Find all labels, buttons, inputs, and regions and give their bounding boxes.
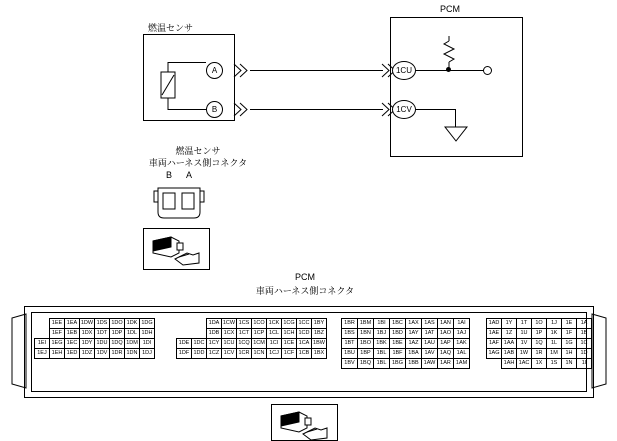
connector-pin-cell: 1BG [390,359,406,369]
connector-pin-cell: 1AB [502,349,517,359]
connector-pin-cell: 1AU [422,339,438,349]
connector-pin-cell: 1CA [297,339,312,349]
connector-pin-cell: 1DF [177,349,192,359]
connector-pin-cell: 1BK [374,339,390,349]
connector-pin-spacer [177,319,192,329]
connector-pin-cell: 1CC [297,319,312,329]
connector-pin-row [35,339,155,349]
connector-pin-cell: 1DY [80,339,95,349]
connector-pin-row [342,339,470,349]
block-4-body [487,319,592,369]
connector-pin-cell: 1DO [110,319,125,329]
connector-pin-cell: 1BI [374,319,390,329]
connector-pin-cell: 1CW [222,319,237,329]
connector-pin-cell: 1DS [95,319,110,329]
connector-pin-cell: 1BZ [312,329,327,339]
sensor-pin-a-label: A [211,66,218,75]
connector-pin-cell: 1BL [374,349,390,359]
connector-pin-cell: 1CD [297,329,312,339]
connector-pin-row [487,359,592,369]
connector-pin-cell: 1AD [487,319,502,329]
connector-pin-row [35,329,155,339]
pcm-pin-1cu-label: 1CU [395,66,412,75]
connector-pin-cell: 1BB [406,359,422,369]
connector-pin-cell: 1DV [95,349,110,359]
connector-pin-cell: 1ED [65,349,80,359]
connector-pin-cell: 1DT [95,329,110,339]
connector-plug-hand-icon-2 [277,408,333,440]
connector-block-1-table [34,318,155,359]
connector-pin-cell: 1CH [282,329,297,339]
connector-pin-cell: 1BS [342,329,358,339]
connector-pin-spacer [177,329,192,339]
connector-pin-cell: 1AG [487,349,502,359]
connector-pin-cell: 1X [532,359,547,369]
connector-chevrons-sensor-b [232,101,250,118]
sensor-connector-title-1: 燃温センサ [175,146,221,156]
connector-pin-cell: 1DM [125,339,140,349]
connector-pin-cell: 1CG [282,319,297,329]
connector-pin-cell: 1DG [140,319,155,329]
connector-block-4 [486,318,592,369]
connector-pin-cell: 1DJ [140,349,155,359]
connector-pin-cell: 1BA [406,349,422,359]
connector-pin-cell: 1BP [358,349,374,359]
connector-chevrons-sensor-a [232,62,250,79]
connector-pin-cell: 1BT [342,339,358,349]
connector-pin-cell: 1DL [125,329,140,339]
connector-pin-cell: 1CS [237,319,252,329]
connector-pin-row [177,329,327,339]
connector-pin-cell: 1CB [297,349,312,359]
connector-pin-cell: 1AS [422,319,438,329]
connector-pin-cell: 1AN [438,319,454,329]
connector-pin-cell: 1CQ [237,339,252,349]
connector-pin-cell: 1Y [502,319,517,329]
connector-pin-spacer [35,329,50,339]
pcm-connector-title-1: PCM [295,272,315,282]
connector-pin-cell: 1CX [222,329,237,339]
connector-pin-row [177,349,327,359]
ground-symbol [444,126,468,142]
connector-pin-row [487,319,592,329]
connector-pin-cell: 1EJ [35,349,50,359]
connector-pin-cell: 1AX [406,319,422,329]
connector-pin-cell: 1BC [390,319,406,329]
sensor-connector-pin-a-label: A [186,170,193,180]
connector-pin-cell: 1AZ [406,339,422,349]
connector-pin-cell: 1EG [50,339,65,349]
connector-pin-cell: 1EI [35,339,50,349]
connector-pin-cell: 1BO [358,339,374,349]
connector-pin-row [177,319,327,329]
pcm-pin-1cv [392,100,416,119]
sensor-pin-b [206,101,223,118]
sensor-connector-drawing [152,182,206,222]
connector-pin-cell: 1L [547,339,562,349]
connector-pin-cell: 1U [517,329,532,339]
sensor-title-label: 燃温センサ [148,23,194,33]
connector-block-1 [34,318,155,359]
pcm-pin-1cv-label: 1CV [396,105,412,114]
sensor-pin-b-label: B [211,105,218,114]
connector-pin-row [342,349,470,359]
connector-pin-cell: 1A [577,319,592,329]
connector-pin-cell: 1Q [532,339,547,349]
connector-pin-cell: 1BM [358,319,374,329]
wire-sensor-b-to-pcm [250,109,383,110]
connector-pin-cell: 1CM [252,339,267,349]
connector-pin-cell: 1R [532,349,547,359]
connector-pin-cell: 1CI [267,339,282,349]
connector-pin-cell: 1AE [487,329,502,339]
pcm-pin-1cu [392,61,416,80]
connector-pin-row [177,339,327,349]
connector-plug-hand-icon-1 [149,233,205,267]
connector-pin-cell: 1DX [80,329,95,339]
connector-pin-cell: 1BE [390,339,406,349]
connector-pin-cell: 1E [562,319,577,329]
connector-pin-cell: 1AI [454,319,470,329]
pcm-connector-title-2: 車両ハーネス側コネクタ [255,286,355,296]
connector-pin-cell: 1F [562,329,577,339]
pcm-connector-left-tab [8,312,28,392]
connector-pin-cell: 1DW [80,319,95,329]
connector-pin-cell: 1BU [342,349,358,359]
connector-pin-cell: 1I [577,359,592,369]
block-3-body [342,319,470,369]
connector-pin-cell: 1AF [487,339,502,349]
connector-pin-cell: 1V [517,339,532,349]
connector-pin-row [487,339,592,349]
connector-pin-cell: 1DZ [80,349,95,359]
connector-pin-cell: 1AA [502,339,517,349]
connector-pin-cell: 1CY [207,339,222,349]
connector-pin-cell: 1CU [222,339,237,349]
connector-pin-cell: 1AR [438,359,454,369]
connector-pin-cell: 1DR [110,349,125,359]
sensor-connector-pin-b-label: B [166,170,173,180]
sensor-connector-title-2: 車両ハーネス側コネクタ [148,158,248,168]
connector-pin-cell: 1BV [342,359,358,369]
connector-pin-cell: 1BL [374,359,390,369]
connector-pin-cell: 1AY [406,329,422,339]
connector-pin-row [342,329,470,339]
connector-pin-cell: 1CL [267,329,282,339]
connector-pin-cell: 1AV [422,349,438,359]
connector-pin-cell: 1B [577,329,592,339]
connector-pin-cell: 1AQ [438,349,454,359]
connector-pin-cell: 1O [532,319,547,329]
sensor-internal-wire-top [168,62,206,63]
connector-pin-cell: 1CR [237,349,252,359]
connector-pin-cell: 1W [517,349,532,359]
connector-block-3 [341,318,470,369]
connector-pin-cell: 1DA [207,319,222,329]
connector-pin-cell: 1P [532,329,547,339]
connector-pin-cell: 1BW [312,339,327,349]
connector-pin-cell: 1EC [65,339,80,349]
connector-pin-cell: 1CJ [267,349,282,359]
connector-pin-cell: 1G [562,339,577,349]
connector-pin-cell: 1CE [282,339,297,349]
connector-pin-cell: 1AO [438,329,454,339]
connector-pin-cell: 1BY [312,319,327,329]
connector-pin-cell: 1T [517,319,532,329]
connector-pin-cell: 1DH [140,329,155,339]
connector-pin-row [35,319,155,329]
connector-pin-cell: 1M [547,349,562,359]
connector-pin-cell: 1BR [342,319,358,329]
connector-pin-cell: 1AW [422,359,438,369]
connector-pin-cell: 1CK [267,319,282,329]
connector-pin-cell: 1DU [95,339,110,349]
connector-block-4-table [486,318,592,369]
connector-pin-cell: 1H [562,349,577,359]
connector-pin-cell: 1J [547,319,562,329]
pcm-title-label: PCM [440,4,460,14]
connector-pin-cell: 1BF [390,349,406,359]
connector-pin-cell: 1CO [252,319,267,329]
connector-pin-cell: 1AK [454,339,470,349]
pcm-junction-dot [446,67,451,72]
wire-sensor-a-to-pcm [250,70,383,71]
connector-pin-cell: 1DI [140,339,155,349]
connector-pin-cell: 1EH [50,349,65,359]
connector-pin-cell: 1CP [252,329,267,339]
connector-pin-cell: 1DC [192,339,207,349]
connector-block-2 [176,318,327,359]
connector-pin-cell: 1BQ [358,359,374,369]
connector-pin-cell: 1EF [50,329,65,339]
connector-pin-cell: 1Z [502,329,517,339]
connector-pin-cell: 1EA [65,319,80,329]
connector-pin-cell: 1DD [192,349,207,359]
connector-pin-cell: 1CZ [207,349,222,359]
sensor-internal-wire-bottom [168,109,206,110]
connector-pin-cell: 1AC [517,359,532,369]
connector-pin-cell: 1S [547,359,562,369]
connector-pin-cell: 1DK [125,319,140,329]
connector-pin-spacer [487,359,502,369]
connector-pin-cell: 1CN [252,349,267,359]
connector-pin-cell: 1CF [282,349,297,359]
connector-pin-cell: 1DQ [110,339,125,349]
connector-pin-row [487,329,592,339]
connector-block-3-table [341,318,470,369]
connector-pin-cell: 1EE [50,319,65,329]
connector-pin-cell: 1AL [454,349,470,359]
connector-pin-cell: 1AJ [454,329,470,339]
pcm-ground-drop [455,109,456,127]
connector-pin-cell: 1K [547,329,562,339]
connector-pin-cell: 1DP [110,329,125,339]
connector-pin-cell: 1AP [438,339,454,349]
pcm-terminal-node [483,66,492,75]
connector-pin-cell: 1BX [312,349,327,359]
connector-pin-cell: 1EB [65,329,80,339]
connector-pin-cell: 1DB [207,329,222,339]
connector-pin-cell: 1CV [222,349,237,359]
connector-pin-row [342,319,470,329]
connector-pin-cell: 1AM [454,359,470,369]
connector-pin-cell: 1BN [358,329,374,339]
block-1-body [35,319,155,359]
connector-pin-row [487,349,592,359]
sensor-pin-a [206,62,223,79]
connector-pin-spacer [35,319,50,329]
connector-pin-cell: 1CT [237,329,252,339]
connector-pin-cell: 1BJ [374,329,390,339]
block-2-body [177,319,327,359]
connector-pin-cell: 1AT [422,329,438,339]
pcm-wire-1cv [416,109,456,110]
connector-pin-row [35,349,155,359]
connector-pin-cell: 1DN [125,349,140,359]
connector-pin-spacer [192,319,207,329]
connector-pin-cell: 1BD [390,329,406,339]
thermistor-symbol [155,62,185,110]
connector-block-2-table [176,318,327,359]
connector-pin-cell: 1DE [177,339,192,349]
connector-pin-cell: 1AH [502,359,517,369]
connector-pin-cell: 1C [577,339,592,349]
connector-pin-cell: 1D [577,349,592,359]
connector-pin-cell: 1N [562,359,577,369]
pcm-connector-right-tab [590,312,610,392]
connector-pin-row [342,359,470,369]
connector-pin-spacer [192,329,207,339]
